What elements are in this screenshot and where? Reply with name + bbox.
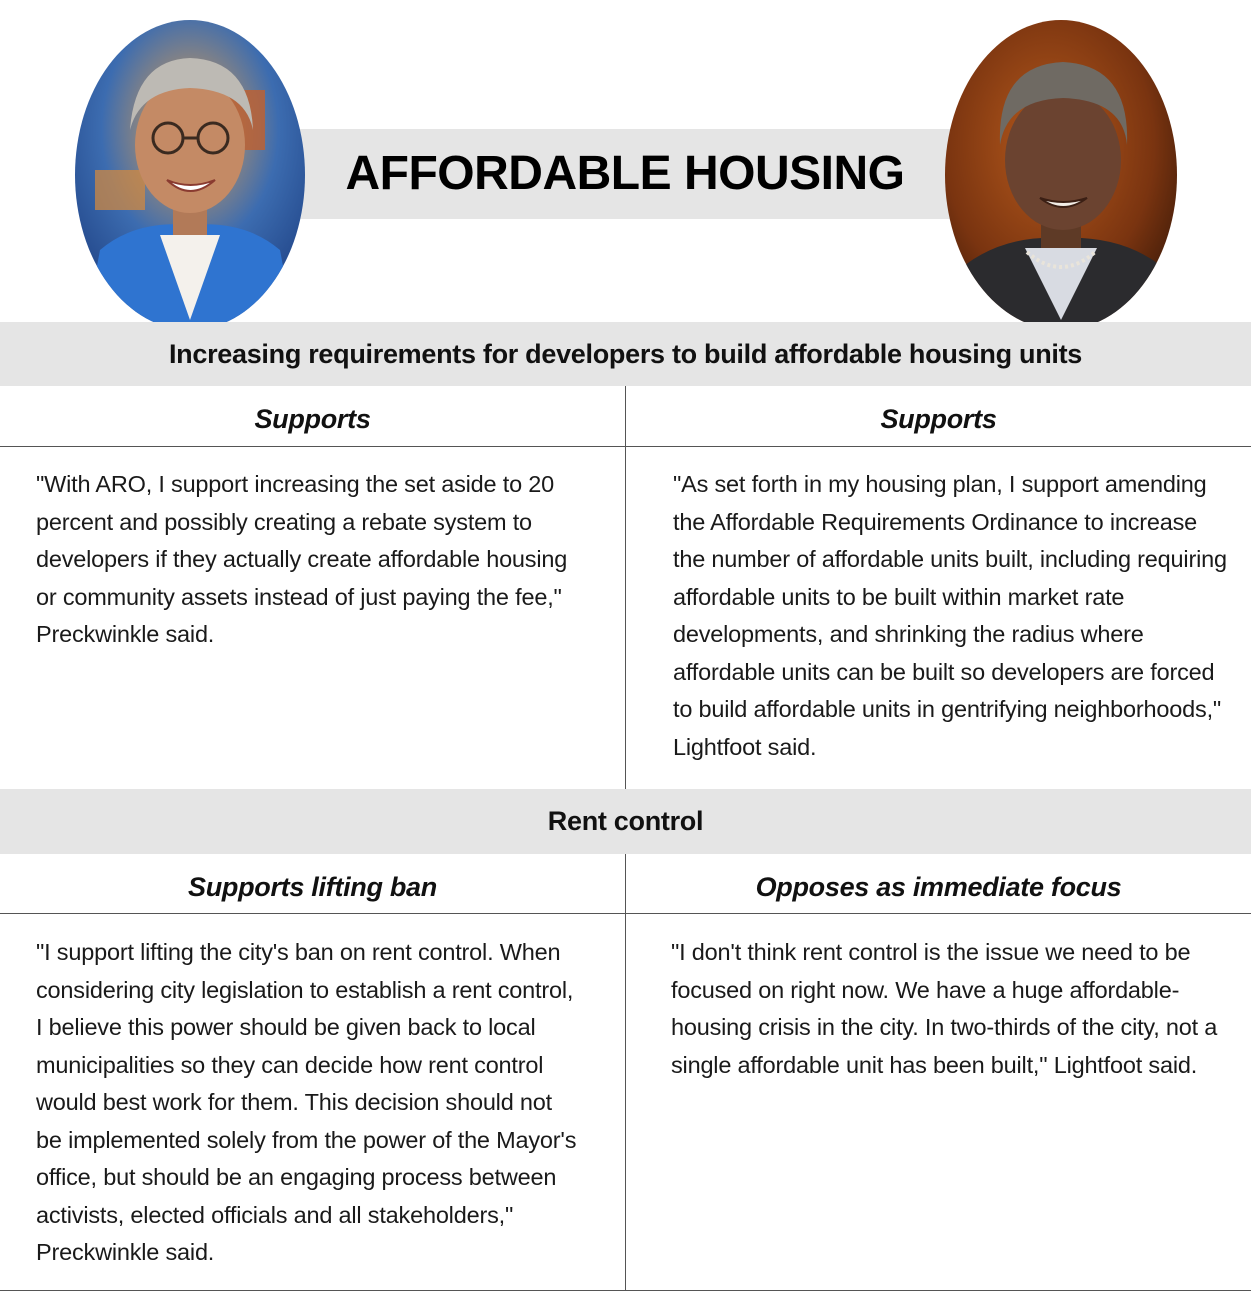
candidate-quote: "With ARO, I support increasing the set aside to 20 percent and possibly creating a rebate system to developers if they actually create affordable housing or community assets instead of just paying the fee," Preckwinkle said. bbox=[36, 471, 568, 647]
divider bbox=[0, 1290, 1251, 1291]
section-heading: Rent control bbox=[0, 789, 1251, 854]
candidate-quote: "I support lifting the city's ban on rent control. When considering city legislation to establish a rent control, I believe this power should be given back to local municipalities so they can decide how rent control would best work for them. This decision should not be implemented solely from the power of the Mayor's office, but should be an engaging process between activists, elected officials and all stakeholders," Preckwinkle said. bbox=[36, 939, 577, 1265]
portrait-photo-icon bbox=[75, 20, 305, 330]
page-title: AFFORDABLE HOUSING bbox=[345, 147, 905, 200]
column-divider bbox=[625, 854, 626, 1291]
position-label: Supports bbox=[254, 404, 371, 434]
position-label: Supports bbox=[880, 404, 997, 434]
portrait-photo-icon bbox=[945, 20, 1177, 330]
column-divider bbox=[625, 386, 626, 789]
candidate-right-portrait bbox=[945, 20, 1177, 330]
position-label: Supports lifting ban bbox=[188, 872, 437, 902]
candidate-quote: "I don't think rent control is the issue we need to be focused on right now. We have a huge affordable-housing crisis in the city. In two-thirds of the city, not a single affordable unit has been built," Lightfoot said. bbox=[671, 939, 1218, 1078]
section-heading: Increasing requirements for developers to build affordable housing units bbox=[0, 322, 1251, 386]
candidate-quote: "As set forth in my housing plan, I support amending the Affordable Requirements Ordinance to increase the number of affordable units built, including requiring affordable units to be built within market rate developments, and shrinking the radius where affordable units can be built so developers are forced to build affordable units in gentrifying neighborhoods," Lightfoot said. bbox=[673, 471, 1227, 760]
candidate-left-portrait bbox=[75, 20, 305, 330]
position-label: Opposes as immediate focus bbox=[755, 872, 1122, 902]
